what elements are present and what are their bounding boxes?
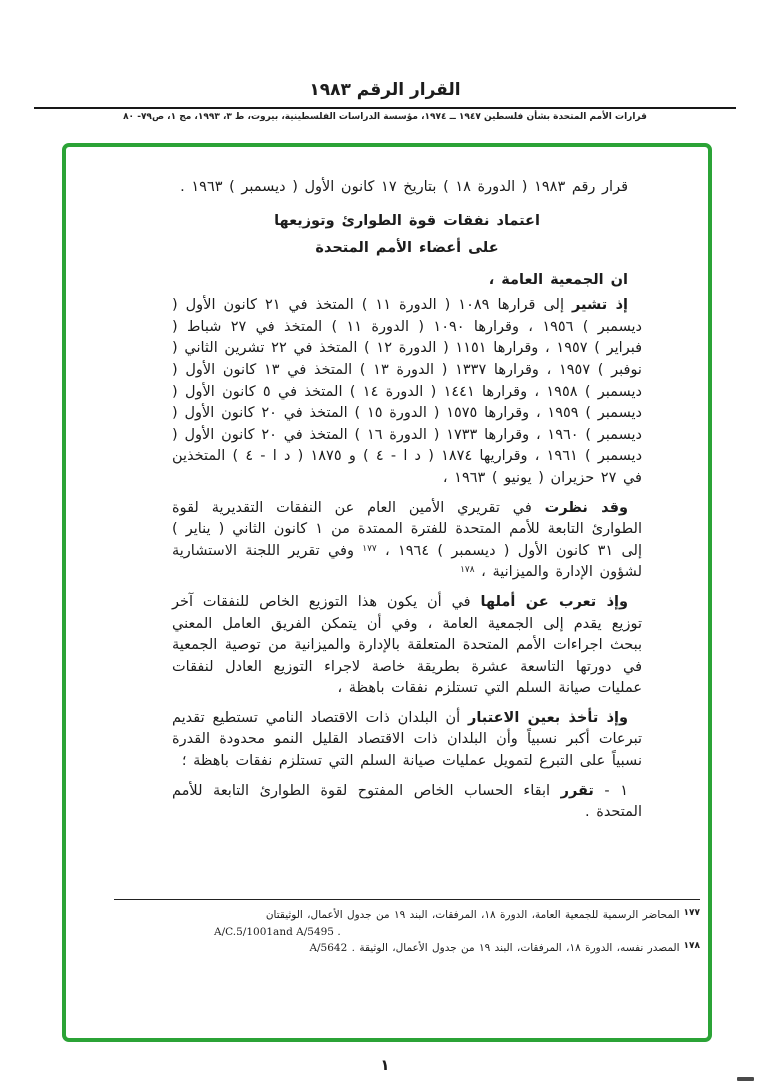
- preamble-taking-into-account-paragraph: [172, 708, 642, 773]
- footnote-text: المحاضر الرسمية للجمعية العامة، الدورة ١٨، المرفقات، البند ١٩ من جدول الأعمال، الوثيقتان: [265, 909, 680, 921]
- content-frame: [62, 143, 712, 1042]
- document-body: [66, 147, 708, 824]
- footnote-doc-symbols: A/5642 .: [309, 942, 355, 954]
- footnote-doc-symbols: A/C.5/1001and A/5495 .: [214, 925, 341, 938]
- footnote-ref-177: ١٧٧: [362, 543, 377, 554]
- header-divider: [34, 107, 736, 109]
- paragraph-text: وفي تقرير اللجنة الاستشارية لشؤون الإدارة والميزانية ،: [172, 542, 642, 581]
- paragraph-text: إلى قرارها ١٠٨٩ ( الدورة ١١ ) المتخذ في ٢١ كانون الأول ( ديسمبر ) ١٩٥٦ ، وقرارها ١٠٩٠ ( الدورة ١١ ) المتخذ في ٢٧ شباط ( فبراير ) ١٩٥٧ ، وقرارها ١١٥١ ( الدورة ١٢ ) المتخذ في ٢٢ تشرين الثاني ( نوفبر ) ١٩٥٧ ، وقرارها ١٣٣٧ ( الدورة ١٣ ) المتخذ في ١٣ كانون الأول ( ديسمبر ) ١٩٥٨ ، وقرارها ١٤٤١ ( الدورة ١٤ ) المتخذ في ٥ كانون الأول ( ديسمبر ) ١٩٥٩ ، وقرارها ١٥٧٥ ( الدورة ١٥ ) المتخذ في ٢٠ كانون الأول ( ديسمبر ) ١٩٦٠ ، وقرارها ١٧٣٣ ( الدورة ١٦ ) المتخذ في ٢٠ كانون الأول ( ديسمبر ) ١٩٦١ ، وقراريها ١٨٧٤ ( د ا - ٤ ) و ١٨٧٥ ( د ا - ٤ ) المتخذين في ٢٧ حزيران ( يونيو ) ١٩٦٣ ،: [172, 297, 643, 486]
- resolution-intro: قرار رقم ١٩٨٣ ( الدورة ١٨ ) بتاريخ ١٧ كانون الأول ( ديسمبر ) ١٩٦٣ .: [180, 179, 628, 195]
- operative-paragraph-1: [172, 781, 642, 824]
- footnote-number: ١٧٨: [683, 941, 700, 951]
- scan-artifact: [737, 1077, 754, 1081]
- preamble-recalling-paragraph: [172, 295, 642, 489]
- paragraph-lead: وإذ تأخذ بعين الاعتبار: [468, 709, 628, 726]
- paragraph-lead: إذ تشير: [572, 297, 628, 314]
- footnote-number: ١٧٧: [683, 908, 700, 918]
- resolution-heading-line2: على أعضاء الأمم المتحدة: [315, 239, 499, 256]
- page-title: القرار الرقم ١٩٨٣: [309, 80, 461, 100]
- footnotes-section: [114, 899, 700, 957]
- footnote-ref-178: ١٧٨: [460, 565, 475, 576]
- paragraph-text: أن البلدان ذات الاقتصاد النامي تستطيع تقديم تبرعات أكبر نسبياً وأن البلدان ذات الاقتصاد القليل النمو محدودة القدرة نسبياً على التبرع لتمويل عمليات صيانة السلم التي تستلزم نفقات باهظة ؛: [172, 709, 642, 770]
- paragraph-text: في أن يكون هذا التوزيع الخاص للنفقات آخر توزيع يقدم إلى الجمعية العامة ، وفي أن يتمكن الفريق العامل المعني ببحث اجراءات الأمم المتحدة المتعلقة بالإدارة والميزانية من توصية الجمعية في دورتها التاسعة عشرة بطريقة خاصة لاجراء التوزيع العادل لنفقات عمليات صيانة السلم التي تستلزم نفقات باهظة ،: [172, 593, 642, 697]
- preamble-opening: ان الجمعية العامة ،: [488, 271, 628, 288]
- footnote-177: [114, 907, 700, 924]
- preamble-hope-paragraph: [172, 592, 642, 700]
- document-header: [34, 80, 736, 122]
- source-citation: قرارات الأمم المتحدة بشأن فلسطين ١٩٤٧ ــ ١٩٧٤، مؤسسة الدراسات الفلسطينية، بيروت، ط ٣، ١٩٩٣، مج ١، ص٧٩- ٨٠: [123, 112, 647, 122]
- page-number: ١: [380, 1056, 390, 1074]
- operative-text: ابقاء الحساب الخاص المفتوح لقوة الطوارئ التابعة للأمم المتحدة .: [172, 782, 642, 821]
- operative-lead: تقرر: [560, 782, 594, 799]
- footnote-text: المصدر نفسه، الدورة ١٨، المرفقات، البند ١٩ من جدول الأعمال، الوثيقة: [359, 942, 680, 954]
- footnote-177-document-ref: [114, 924, 700, 941]
- operative-number: ١ -: [593, 782, 628, 799]
- paragraph-lead: وإذ تعرب عن أملها: [480, 593, 628, 610]
- paragraph-text: في تقريري الأمين العام عن النفقات التقديرية لقوة الطوارئ التابعة للأمم المتحدة للفترة الممتدة من ١ كانون الثاني ( يناير ) إلى ٣١ كانون الأول ( ديسمبر ) ١٩٦٤ ،: [172, 499, 642, 559]
- preamble-considered-paragraph: [172, 498, 642, 584]
- footnote-178: [114, 940, 700, 957]
- resolution-heading-line1: اعتماد نفقات قوة الطوارئ وتوزيعها: [274, 212, 540, 229]
- paragraph-lead: وقد نظرت: [544, 499, 628, 516]
- footnote-divider: [114, 899, 700, 900]
